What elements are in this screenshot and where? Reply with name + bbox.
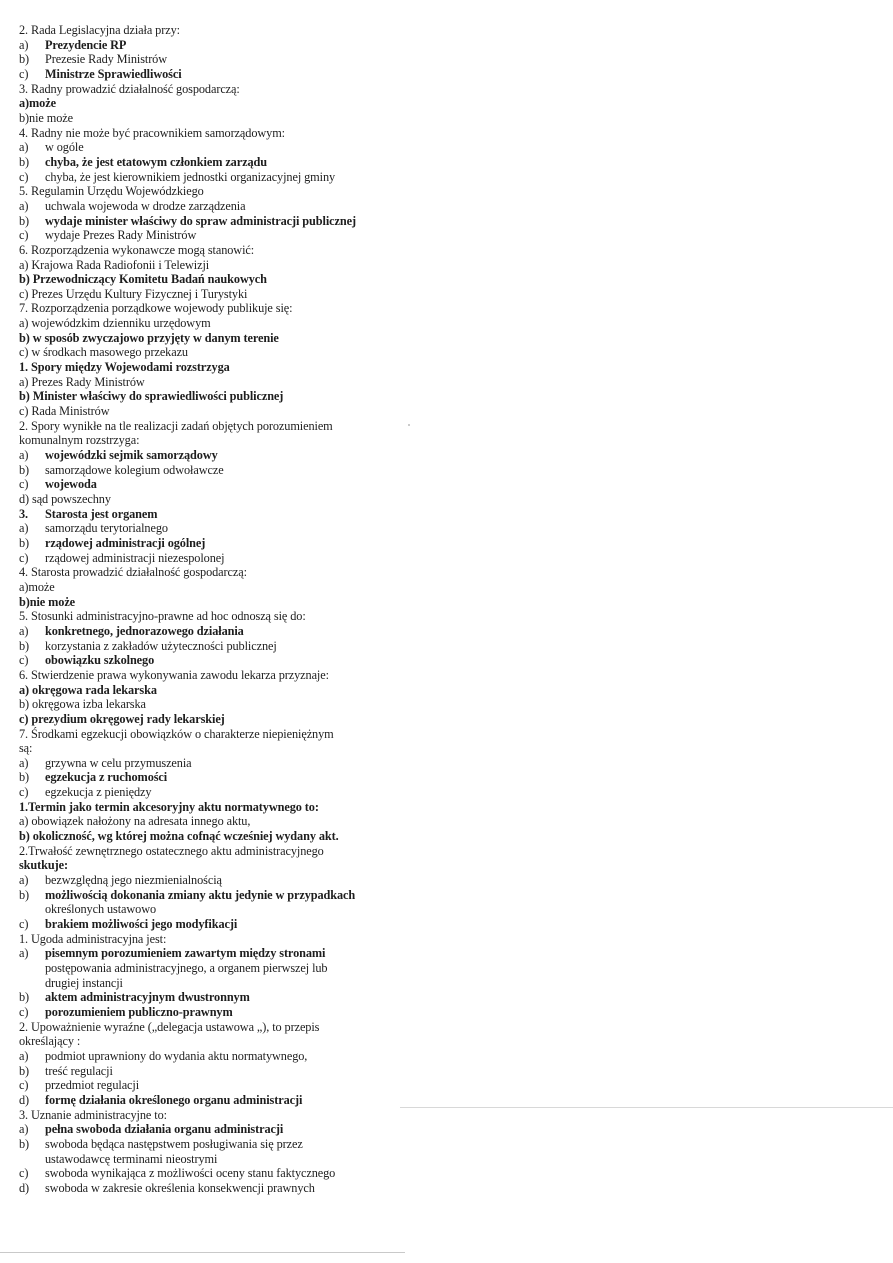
option-text: wojewódzki sejmik samorządowy [45,448,218,463]
text-line: a)może [19,96,56,111]
text-line: 7. Rozporządzenia porządkowe wojewody publikuje się: [19,301,293,316]
option-letter: b) [19,52,30,67]
text-line: 2. Spory wynikłe na tle realizacji zadań objętych porozumieniem [19,418,333,433]
option-letter: b) [19,770,30,785]
option-text: samorządowe kolegium odwoławcze [45,462,224,477]
option-text: wydaje minister właściwy do spraw administracji publicznej [45,213,356,228]
answer-option [19,214,399,229]
answer-option [19,888,399,903]
option-letter: b) [19,154,30,169]
option-text: Prezesie Rady Ministrów [45,52,168,67]
text-line: a) Prezes Rady Ministrów [19,374,145,389]
text-line: b) okoliczność, wg której można cofnąć wcześniej wydany akt. [19,829,339,844]
answer-option [19,1005,399,1020]
answer-option [19,67,399,82]
answer-option [19,653,399,668]
answer-option [19,1093,399,1108]
answer-option [19,448,399,463]
option-letter: 3. [19,506,29,521]
option-text: egzekucja z pieniędzy [45,785,152,800]
text-line: c) Prezes Urzędu Kultury Fizycznej i Turystyki [19,286,248,301]
answer-option [19,1122,399,1137]
option-letter: a) [19,873,29,888]
option-text: konkretnego, jednorazowego działania [45,623,244,638]
option-text: egzekucja z ruchomości [45,770,168,785]
option-letter: b) [19,638,30,653]
text-line: 1. Spory między Wojewodami rozstrzyga [19,360,230,375]
answer-option [19,1137,399,1152]
option-text: grzywna w celu przymuszenia [45,755,192,770]
answer-option [19,507,399,522]
option-text: rządowej administracji niezespolonej [45,550,225,565]
document-text [19,23,399,1196]
option-continuation: drugiej instancji [45,975,123,990]
option-letter: b) [19,1063,30,1078]
option-letter: a) [19,140,29,155]
answer-option [19,770,399,785]
answer-option [19,170,399,185]
text-line: b) Przewodniczący Komitetu Badań naukowych [19,272,267,287]
answer-option [19,1078,399,1093]
option-letter: a) [19,755,29,770]
option-letter: c) [19,785,29,800]
option-letter: b) [19,1136,30,1151]
option-letter: c) [19,917,29,932]
option-letter: c) [19,550,29,565]
scan-speck [408,424,410,426]
option-letter: a) [19,623,29,638]
text-line: określający : [19,1034,81,1049]
option-text: rządowej administracji ogólnej [45,535,206,550]
option-letter: d) [19,1092,30,1107]
option-continuation: postępowania administracyjnego, a organem pierwszej lub [45,961,328,975]
option-text: swoboda będąca następstwem posługiwania się przez [45,1136,303,1151]
text-line: c) prezydium okręgowej rady lekarskiej [19,711,225,726]
text-line: b)nie może [19,594,76,609]
option-letter: c) [19,1078,29,1093]
text-line: 1.Termin jako termin akcesoryjny aktu normatywnego to: [19,799,319,814]
option-letter: a) [19,1048,29,1063]
option-text: podmiot uprawniony do wydania aktu normatywnego, [45,1048,308,1063]
text-line: 3. Uznanie administracyjne to: [19,1107,167,1122]
scan-line-bottom [0,1252,405,1253]
option-letter: c) [19,653,29,668]
answer-option [19,756,399,771]
text-line: 2.Trwałość zewnętrznego ostatecznego aktu administracyjnego [19,843,324,858]
option-text: porozumieniem publiczno-prawnym [45,1004,233,1019]
option-text: brakiem możliwości jego modyfikacji [45,917,238,932]
answer-option [19,1064,399,1079]
text-line: są: [19,741,33,756]
answer-option [19,639,399,654]
answer-option [19,199,399,214]
option-letter: d) [19,1180,30,1195]
option-letter: c) [19,1004,29,1019]
text-line: a) Krajowa Rada Radiofonii i Telewizji [19,257,210,272]
text-line: 5. Regulamin Urzędu Wojewódzkiego [19,184,204,199]
option-letter: a) [19,521,29,536]
text-line: 1. Ugoda administracyjna jest: [19,931,167,946]
text-line: a) okręgowa rada lekarska [19,682,157,697]
option-letter: a) [19,448,29,463]
option-letter: c) [19,228,29,243]
answer-option [19,52,399,67]
option-text: Ministrze Sprawiedliwości [45,66,182,81]
option-letter: a) [19,37,29,52]
text-line: skutkuje: [19,858,68,873]
option-text: swoboda wynikająca z możliwości oceny stanu faktycznego [45,1166,336,1181]
option-text: chyba, że jest kierownikiem jednostki organizacyjnej gminy [45,169,336,184]
option-letter: b) [19,887,30,902]
option-continuation: określonych ustawowo [45,902,157,917]
option-letter: c) [19,66,29,81]
option-text: Starosta jest organem [45,506,158,521]
option-text: treść regulacji [45,1063,113,1078]
answer-option [19,536,399,551]
text-line: 3. Radny prowadzić działalność gospodarczą: [19,81,240,96]
text-line: a) wojewódzkim dzienniku urzędowym [19,316,211,331]
answer-option [19,551,399,566]
option-letter: c) [19,169,29,184]
option-text: formę działania określonego organu administracji [45,1092,303,1107]
text-line: b) Minister właściwy do sprawiedliwości publicznej [19,389,284,404]
text-line: a) obowiązek nałożony na adresata innego aktu, [19,814,251,829]
answer-option [19,917,399,932]
option-text: aktem administracyjnym dwustronnym [45,990,250,1005]
text-line: 6. Stwierdzenie prawa wykonywania zawodu lekarza przyznaje: [19,667,329,682]
answer-option [19,624,399,639]
text-line: komunalnym rozstrzyga: [19,433,140,448]
option-letter: a) [19,1122,29,1137]
option-text: w ogóle [45,140,84,155]
answer-option [19,785,399,800]
answer-option [19,1181,399,1196]
answer-option [19,155,399,170]
option-text: pełna swoboda działania organu administracji [45,1122,284,1137]
answer-option [19,873,399,888]
text-line: 2. Rada Legislacyjna działa przy: [19,23,180,37]
answer-option [19,228,399,243]
text-line: 4. Radny nie może być pracownikiem samorządowym: [19,125,285,140]
option-text: korzystania z zakładów użyteczności publicznej [45,638,277,653]
option-text: bezwzględną jego niezmienialnością [45,873,222,888]
option-text: pisemnym porozumieniem zawartym między stronami [45,946,326,961]
answer-option [19,1166,399,1181]
scan-line-middle [400,1107,893,1108]
answer-option [19,1049,399,1064]
text-line: 5. Stosunki administracyjno-prawne ad hoc odnoszą się do: [19,609,306,624]
answer-option [19,38,399,53]
answer-option [19,946,399,961]
text-line: b) w sposób zwyczajowo przyjęty w danym terenie [19,330,279,345]
text-line: b) okręgowa izba lekarska [19,697,146,712]
option-text: przedmiot regulacji [45,1078,140,1093]
text-line: c) w środkach masowego przekazu [19,345,188,360]
text-line: 2. Upoważnienie wyraźne („delegacja ustawowa „), to przepis [19,1019,320,1034]
option-text: możliwością dokonania zmiany aktu jedynie w przypadkach [45,887,356,902]
option-text: Prezydencie RP [45,37,127,52]
text-line: c) Rada Ministrów [19,404,110,419]
option-letter: b) [19,462,30,477]
text-line: a)może [19,579,55,594]
option-letter: c) [19,1166,29,1181]
option-continuation: ustawodawcę terminami nieostrymi [45,1151,218,1166]
answer-option [19,140,399,155]
text-line: 4. Starosta prowadzić działalność gospodarczą: [19,565,247,580]
answer-option [19,477,399,492]
option-letter: a) [19,198,29,213]
text-line: 6. Rozporządzenia wykonawcze mogą stanowić: [19,242,255,257]
option-text: uchwala wojewoda w drodze zarządzenia [45,198,246,213]
option-letter: b) [19,990,30,1005]
answer-option [19,463,399,478]
option-letter: b) [19,535,30,550]
text-line: d) sąd powszechny [19,492,111,506]
text-line: 7. Środkami egzekucji obowiązków o charakterze niepieniężnym [19,726,334,741]
answer-option [19,521,399,536]
option-text: swoboda w zakresie określenia konsekwencji prawnych [45,1180,315,1195]
text-line: b)nie może [19,110,73,125]
option-letter: c) [19,477,29,492]
option-letter: a) [19,946,29,961]
option-text: samorządu terytorialnego [45,521,168,536]
option-letter: b) [19,213,30,228]
option-text: obowiązku szkolnego [45,653,155,668]
option-text: wydaje Prezes Rady Ministrów [45,228,197,243]
option-text: wojewoda [45,477,97,492]
answer-option [19,990,399,1005]
option-text: chyba, że jest etatowym członkiem zarządu [45,154,267,169]
